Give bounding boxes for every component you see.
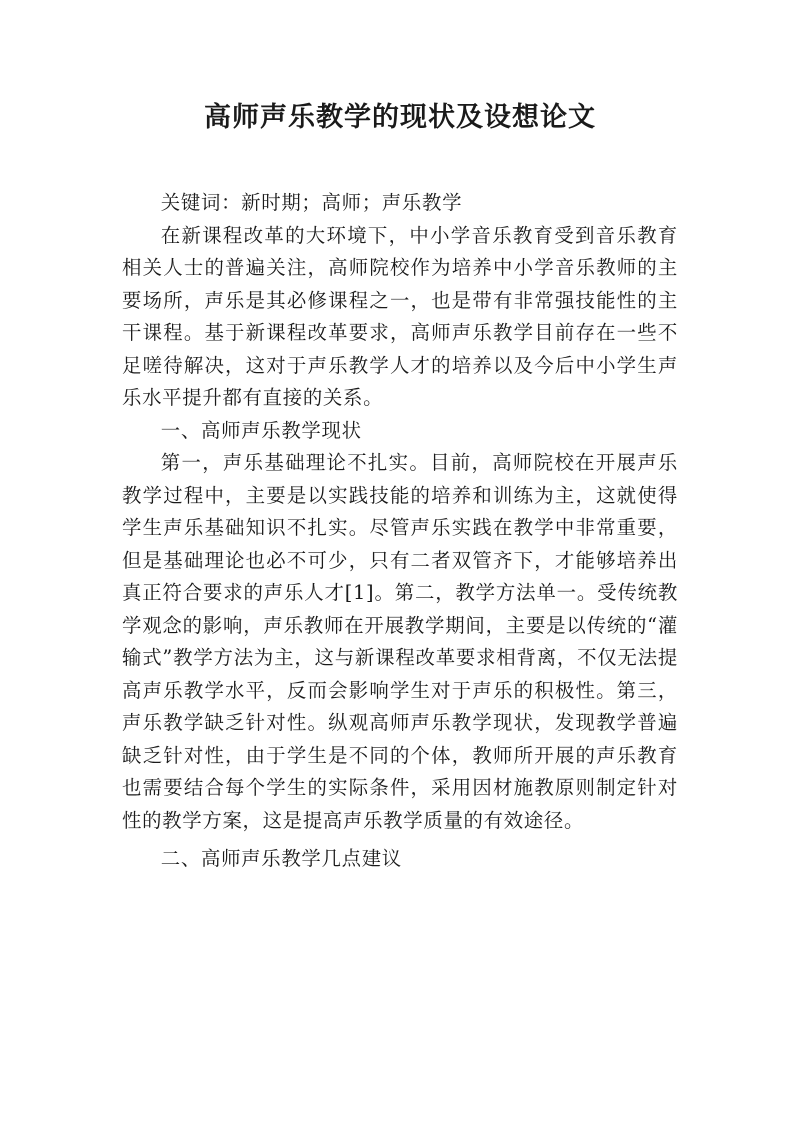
section-1-paragraph: 第一，声乐基础理论不扎实。目前，高师院校在开展声乐教学过程中，主要是以实践技能的培养和训练为主，这就使得学生声乐基础知识不扎实。尽管声乐实践在教学中非常重要，但是基础理论也必不可少，只有二者双管齐下，才能够培养出真正符合要求的声乐人才[1]。第二，教学方法单一。受传统教学观念的影响，声乐教师在开展教学期间，主要是以传统的“灌输式”教学方法为主，这与新课程改革要求相背离，不仅无法提高声乐教学水平，反而会影响学生对于声乐的积极性。第三，声乐教学缺乏针对性。纵观高师声乐教学现状，发现教学普遍缺乏针对性，由于学生是不同的个体，教师所开展的声乐教育也需要结合每个学生的实际条件，采用因材施教原则制定针对性的教学方案，这是提高声乐教学质量的有效途径。 <box>122 451 678 832</box>
keywords-line: 关键词：新时期；高师；声乐教学 <box>160 191 463 214</box>
document-title: 高师声乐教学的现状及设想论文 <box>204 102 596 133</box>
intro-paragraph: 在新课程改革的大环境下，中小学音乐教育受到音乐教育相关人士的普遍关注，高师院校作为培养中小学音乐教师的主要场所，声乐是其必修课程之一，也是带有非常强技能性的主干课程。基于新课程改革要求，高师声乐教学目前存在一些不足嗟待解决，这对于声乐教学人才的培养以及今后中小学生声乐水平提升都有直接的关系。 <box>122 223 678 409</box>
section-heading-2: 二、高师声乐教学几点建议 <box>160 847 402 870</box>
document-body <box>122 187 678 876</box>
section-heading-1: 一、高师声乐教学现状 <box>160 418 362 442</box>
